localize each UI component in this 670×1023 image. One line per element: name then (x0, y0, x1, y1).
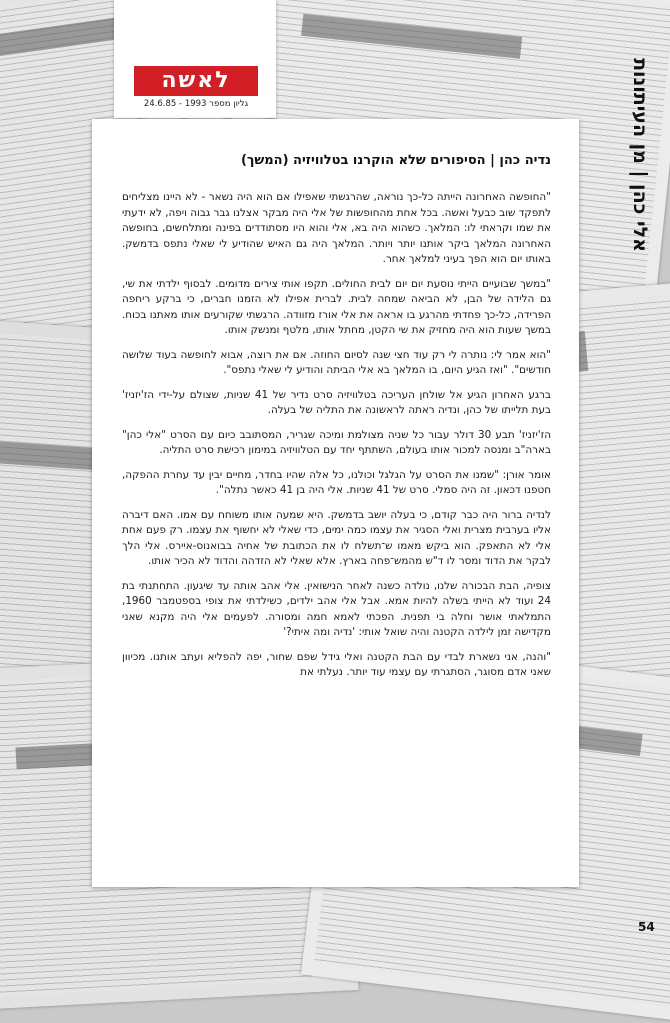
section-title-vertical (618, 20, 662, 290)
article-title: נדיה כהן | הסיפורים שלא הוקרנו בטלוויזיה (המשך) (240, 153, 551, 168)
page-number: 54 (638, 920, 655, 934)
article-card (92, 119, 579, 887)
article-paragraph: צופיה, הבת הבכורה שלנו, נולדה כשנה לאחר הנישואין. אלי אהב אותה עד שיגעון. התחתנתי בת 24 ועוד לא הייתי בשלה להיות אמא. אבל אלי אהב ילדים, כשילדתי את צופי בספטמבר 1960, התמלאתי אושר וחלה בי תפנית. הפכתי לאמא חמה ומסורה. לפעמים אלי היה מקנא שאני מקדישה זמן לילדה הקטנה והיה שואל אותי: 'נדיה ומה איתי?' (122, 579, 551, 638)
article-paragraph: "הוא אמר לי: נותרה לי רק עוד חצי שנה לסיום החוזה. אם את רוצה, אבוא לחופשה בעוד שלושה חודשים". "ואז הגיע היום, בו המלאך בא אלי הביתה והודיע לי שאלי נתפס". (122, 348, 551, 376)
article-paragraph: "החופשה האחרונה הייתה כל-כך נוראה, שהרגשתי שאפילו אם הוא היה נשאר - לא היינו מצליחים לתפקד שוב כבעל ואשה. בכל אחת מהחופשות של אלי היה מבקר אצלנו גבר גבוה ויפה, לא ידעתי את שמו וקראתי לו: המלאך. כשהוא היה בא, אלי והוא היו מסתודדים בפינה ומתלחשים, בחופשה האחרונה המלאך ביקר אותנו יותר ויותר. המלאך היה גם האיש שהודיע לי שאלי נתפס בדמשק. באותו יום הוא הפך בעיני למלאך אחר. (122, 191, 551, 265)
article-paragraph: "והנה, אני נשארת לבדי עם הבת הקטנה ואלי גידל שפם שחור, יפה להפליא ועתב אותנו. מכיוון שאני אדם מסוגר, הסתגרתי עם עצמי עוד יותר. נעלתי את (122, 650, 551, 678)
issue-caption: גליון מספר 1993 - 24.6.85 (143, 99, 249, 109)
magazine-logo-card (114, 0, 276, 118)
article-paragraph: ברגע האחרון הגיע אל שולחן העריכה בטלוויזיה סרט נדיר של 41 שניות, שצולם על-ידי הז'יזניז' בעת תלייתו של כהן, ונדיה ראתה לראשונה את התליה של בעלה. (122, 388, 551, 416)
article-paragraph: הז'יזניז' תבע 30 דולר עבור כל שניה מצולמת ומיכה שגריר, המסתובב כיום עם הסרט "אלי כהן" בארה"ב ומנסה למכור אותו בעולם, השתתף יחד עם הטלוויזיה במימון רכישת סרט התליה. (122, 428, 552, 456)
magazine-logo: לאשה (134, 66, 258, 96)
section-title: אלי כהן | מן העיתונות (629, 58, 651, 252)
article-paragraph: לנדיה ברור היה כבר קודם, כי בעלה יושב בדמשק. היא שמעה אותו משוחח עם אמו. האם דיברה אליו בערבית מצרית ואלי הסגיר את עצמו כמה ימים, כדי שאלי לא יחשוף את עצמו. רק פעם אחת אלי לא התאפק. הוא ביקש מאמו ש־תשלח לו את הכתובת של אחיה בבואנוס-איירס. אלי הלך לבקר את הדוד ומסר לו ד"ש מהמש־פחה בארץ. אלא שאלי לא הזדהה והדוד לא הכיר אותו. (122, 508, 551, 567)
article-paragraph: "במשך שבועיים הייתי נוסעת יום יום לבית החולים. תקפו אותי צירים מדומים. לבסוף ילדתי את שי, גם הלידה של הבן, לא הביאה שמחה לבית. לברית אפילו לא הזמנו חברים, כי ברקע ריחפה הפרידה, כל-כך פחדתי מהרגע בו אראה את אלי אורז מזוודה. הרגשתי שקורעים אותו מאתנו בכוח. במשך שעות הוא היה מחזיק את שי הקטן, מחתל אותו, מלטף ומנשק אותו. (122, 277, 551, 336)
article-paragraph: אומר אורן: "שמנו את הסרט על הגלגל וכולנו, כל אלה שהיו בחדר, מחיים יבין עד עחרת ההפקה, חטפנו דכאון. זה היה סמלי. סרט של 41 שניות. אלי היה בן 41 כאשר נתלה". (122, 468, 551, 496)
